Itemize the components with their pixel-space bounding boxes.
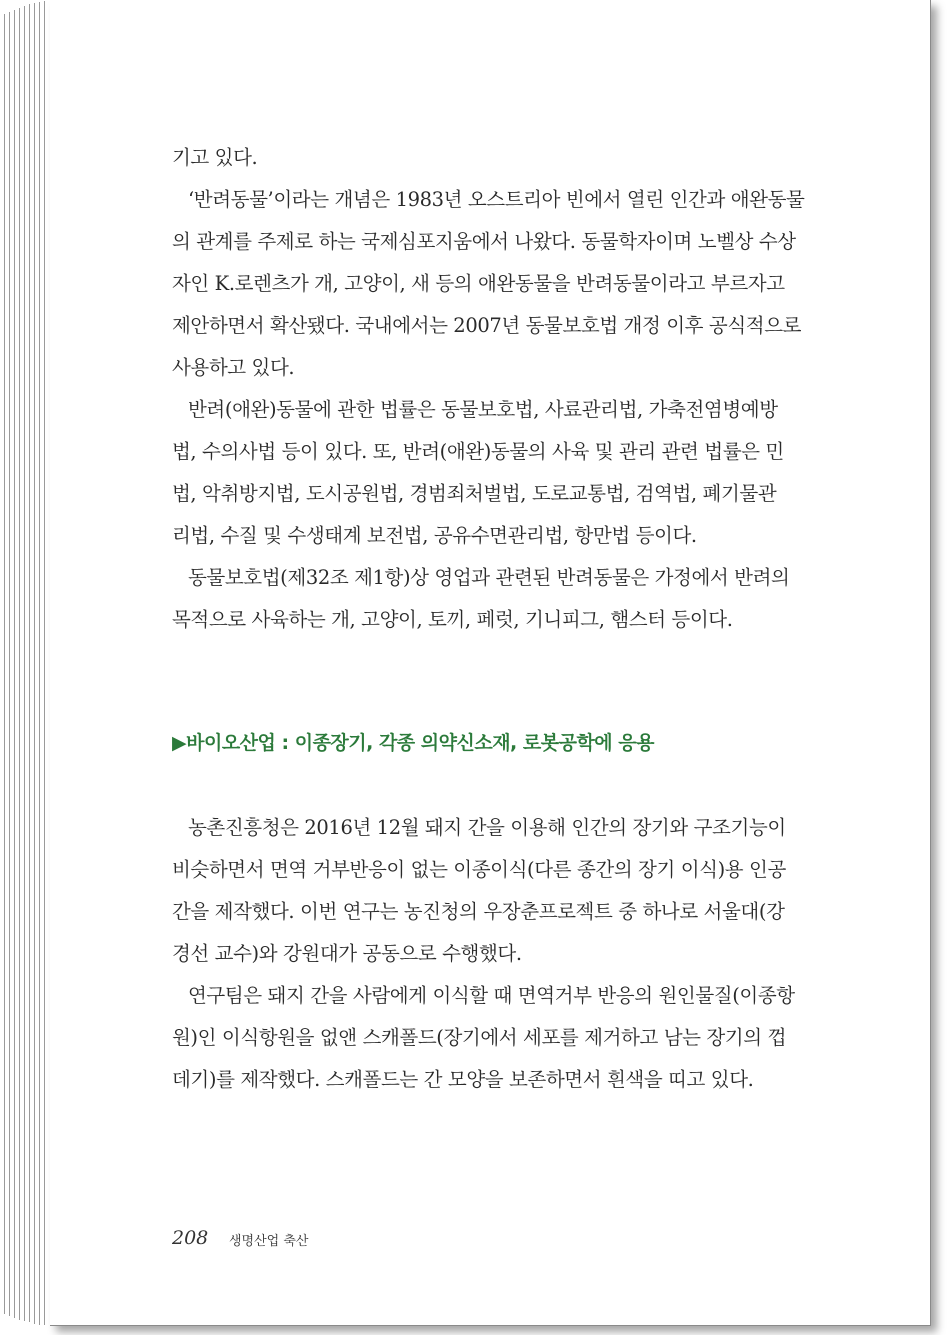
body-line: 비슷하면서 면역 거부반응이 없는 이종이식(다른 종간의 장기 이식)용 인공 bbox=[172, 858, 786, 881]
body-line: 자인 K.로렌츠가 개, 고양이, 새 등의 애완동물을 반려동물이라고 부르자고 bbox=[172, 272, 785, 295]
body-line: 목적으로 사육하는 개, 고양이, 토끼, 페럿, 기니피그, 햄스터 등이다. bbox=[172, 608, 733, 631]
body-line: 원)인 이식항원을 없앤 스캐폴드(장기에서 세포를 제거하고 남는 장기의 껍 bbox=[172, 1026, 786, 1049]
page-edge bbox=[14, 10, 15, 1318]
body-line: 제안하면서 확산됐다. 국내에서는 2007년 동물보호법 개정 이후 공식적으로 bbox=[172, 314, 802, 337]
body-line: 사용하고 있다. bbox=[172, 356, 295, 379]
body-line: 의 관계를 주제로 하는 국제심포지움에서 나왔다. 동물학자이며 노벨상 수상 bbox=[172, 230, 796, 253]
section-heading: ▶바이오산업 : 이종장기, 각종 의약신소재, 로봇공학에 응용 bbox=[172, 732, 654, 754]
body-line: 농촌진흥청은 2016년 12월 돼지 간을 이용해 인간의 장기와 구조기능이 bbox=[188, 816, 786, 839]
page-edge bbox=[24, 6, 25, 1321]
body-line: 간을 제작했다. 이번 연구는 농진청의 우장춘프로젝트 중 하나로 서울대(강 bbox=[172, 900, 785, 923]
page-edge bbox=[34, 3, 35, 1324]
body-line: 동물보호법(제32조 제1항)상 영업과 관련된 반려동물은 가정에서 반려의 bbox=[188, 566, 790, 589]
running-footer-title: 생명산업 축산 bbox=[229, 1234, 309, 1249]
body-line: 법, 수의사법 등이 있다. 또, 반려(애완)동물의 사육 및 관리 관련 법률은 민 bbox=[172, 440, 784, 463]
page-edge bbox=[4, 14, 5, 1314]
page-edge bbox=[44, 1, 45, 1325]
body-line: 경선 교수)와 강원대가 공동으로 수행했다. bbox=[172, 942, 522, 965]
body-line: 리법, 수질 및 수생태계 보전법, 공유수면관리법, 항만법 등이다. bbox=[172, 524, 697, 547]
page-edge bbox=[19, 8, 20, 1320]
body-line: ‘반려동물’이라는 개념은 1983년 오스트리아 빈에서 열린 인간과 애완동물 bbox=[188, 188, 805, 211]
page-edge bbox=[39, 2, 40, 1325]
body-line: 반려(애완)동물에 관한 법률은 동물보호법, 사료관리법, 가축전염병예방 bbox=[188, 398, 778, 421]
body-line: 데기)를 제작했다. 스캐폴드는 간 모양을 보존하면서 흰색을 띠고 있다. bbox=[172, 1068, 754, 1091]
page-edge bbox=[29, 4, 30, 1322]
page-edge bbox=[9, 12, 10, 1316]
body-line: 법, 악취방지법, 도시공원법, 경범죄처벌법, 도로교통법, 검역법, 폐기물관 bbox=[172, 482, 777, 505]
page-number: 208 bbox=[172, 1227, 209, 1249]
body-line: 기고 있다. bbox=[172, 146, 258, 169]
body-line: 연구팀은 돼지 간을 사람에게 이식할 때 면역거부 반응의 원인물질(이종항 bbox=[188, 984, 795, 1007]
